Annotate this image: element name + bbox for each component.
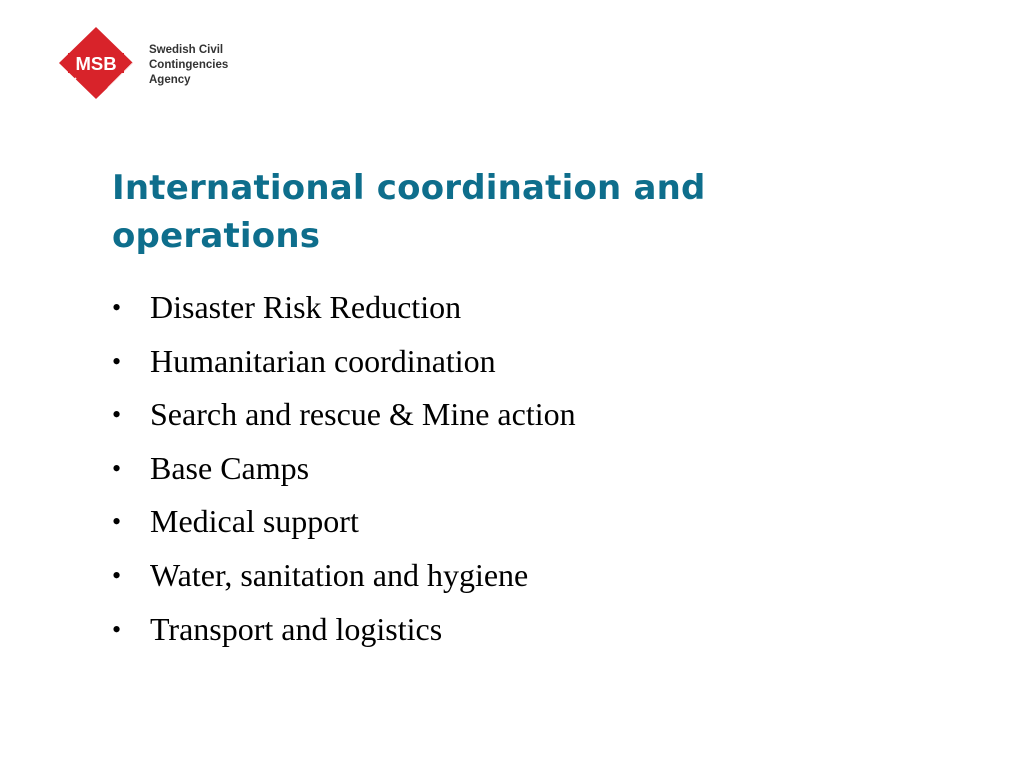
agency-name <box>149 43 228 88</box>
bullet-icon: • <box>112 507 122 537</box>
bullet-item <box>112 388 576 442</box>
bullet-text: Search and rescue & Mine action <box>150 396 576 433</box>
bullet-item <box>112 335 576 389</box>
bullet-icon: • <box>112 293 122 322</box>
bullet-item <box>112 495 576 549</box>
msb-logo-mark <box>58 26 134 100</box>
bullet-text: Base Camps <box>150 449 310 486</box>
bullet-item <box>112 603 576 657</box>
agency-name-line-1: Swedish Civil <box>149 44 224 56</box>
slide-title: International coordination and operations <box>112 168 706 256</box>
bullet-text: Transport and logistics <box>150 610 443 647</box>
bullet-icon: • <box>112 560 122 590</box>
agency-name-line-2: Contingencies <box>149 59 229 71</box>
bullet-icon: • <box>112 453 122 483</box>
bullet-icon: • <box>112 346 122 376</box>
msb-logo <box>58 26 258 100</box>
msb-logo-letters: MSB <box>75 53 117 74</box>
bullet-text: Disaster Risk Reduction <box>150 289 462 325</box>
bullet-text: Medical support <box>150 503 359 540</box>
bullet-icon: • <box>112 400 122 430</box>
bullet-item <box>112 442 576 496</box>
agency-name-line-3: Agency <box>149 74 191 86</box>
bullet-icon: • <box>112 614 122 644</box>
bullet-text: Humanitarian coordination <box>150 342 496 379</box>
bullet-item <box>112 281 576 335</box>
bullet-text: Water, sanitation and hygiene <box>150 556 529 593</box>
bullet-list <box>112 281 576 656</box>
bullet-item <box>112 549 576 603</box>
